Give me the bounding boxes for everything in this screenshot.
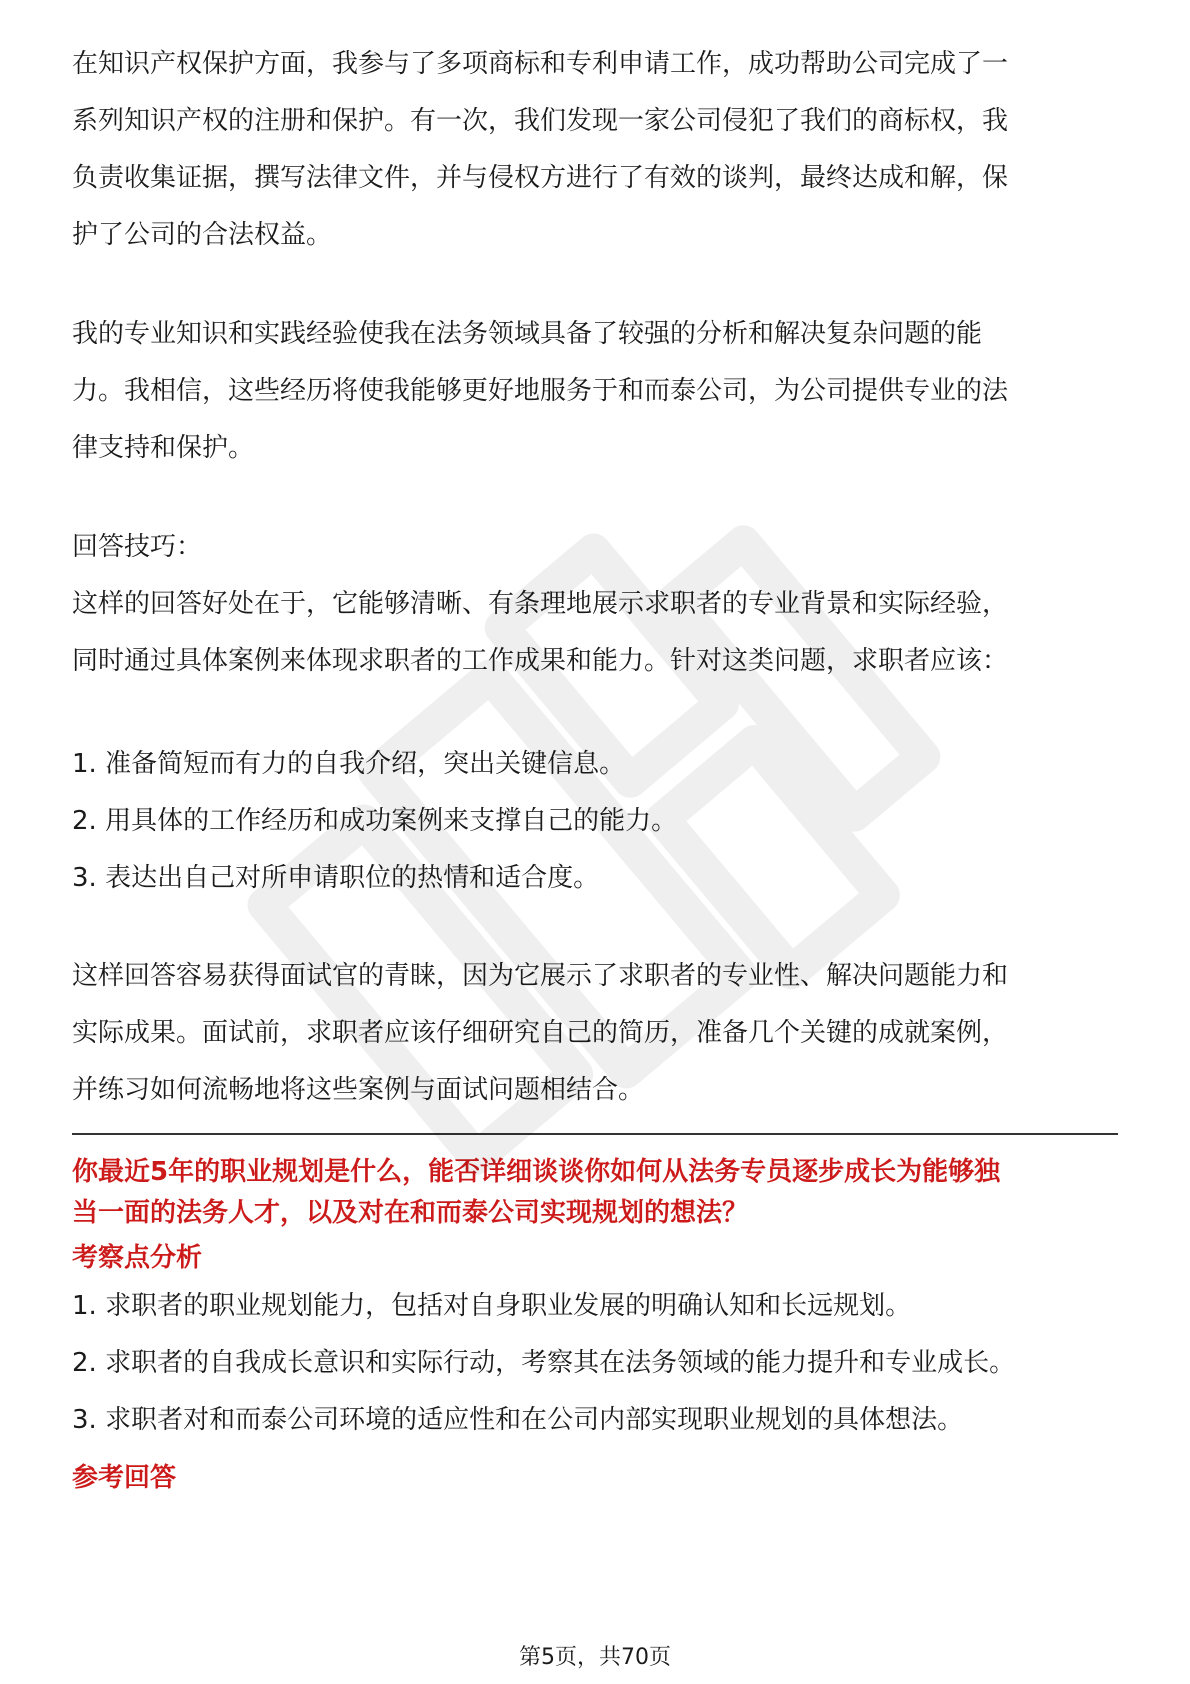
text-line: 力。我相信，这些经历将使我能够更好地服务于和而泰公司，为公司提供专业的法	[72, 376, 1009, 406]
text-line: 在知识产权保护方面，我参与了多项商标和专利申请工作，成功帮助公司完成了一	[72, 49, 1009, 79]
question-line: 你最近5年的职业规划是什么，能否详细谈谈你如何从法务专员逐步成长为能够独	[72, 1157, 1001, 1187]
text-line: 这样回答容易获得面试官的青睐，因为它展示了求职者的专业性、解决问题能力和	[72, 961, 1009, 991]
tips-title: 回答技巧：	[72, 532, 203, 562]
text-line: 我的专业知识和实践经验使我在法务领域具备了较强的分析和解决复杂问题的能	[72, 319, 983, 349]
interview-question	[72, 1152, 1118, 1234]
list-item: 2. 用具体的工作经历和成功案例来支撑自己的能力。	[72, 806, 678, 836]
text-line: 并练习如何流畅地将这些案例与面试问题相结合。	[72, 1075, 645, 1105]
text-line: 实际成果。面试前，求职者应该仔细研究自己的简历，准备几个关键的成就案例，	[72, 1018, 1009, 1048]
answer-tips	[72, 519, 1118, 690]
paragraph-expertise	[72, 306, 1118, 477]
section-divider	[72, 1133, 1118, 1135]
list-item: 3. 求职者对和而泰公司环境的适应性和在公司内部实现职业规划的具体想法。	[72, 1405, 964, 1435]
analysis-heading: 考察点分析	[72, 1243, 203, 1273]
paragraph-ip-protection	[72, 36, 1118, 264]
document-page	[72, 0, 1118, 1684]
list-item: 3. 表达出自己对所申请职位的热情和适合度。	[72, 863, 600, 893]
text-line: 负责收集证据，撰写法律文件，并与侵权方进行了有效的谈判，最终达成和解，保	[72, 163, 1009, 193]
list-item: 1. 求职者的职业规划能力，包括对自身职业发展的明确认知和长远规划。	[72, 1291, 912, 1321]
text-line: 护了公司的合法权益。	[72, 220, 333, 250]
list-item: 1. 准备简短而有力的自我介绍，突出关键信息。	[72, 749, 626, 779]
text-line: 这样的回答好处在于，它能够清晰、有条理地展示求职者的专业背景和实际经验，	[72, 589, 1009, 619]
paragraph-summary	[72, 948, 1118, 1119]
page-number: 第5页，共70页	[519, 1645, 671, 1670]
tips-list	[72, 736, 1118, 907]
text-line: 律支持和保护。	[72, 433, 255, 463]
reference-answer-heading: 参考回答	[72, 1463, 177, 1493]
text-line: 系列知识产权的注册和保护。有一次，我们发现一家公司侵犯了我们的商标权，我	[72, 106, 1009, 136]
list-item: 2. 求职者的自我成长意识和实际行动，考察其在法务领域的能力提升和专业成长。	[72, 1348, 1016, 1378]
question-line: 当一面的法务人才，以及对在和而泰公司实现规划的想法？	[72, 1198, 749, 1228]
text-line: 同时通过具体案例来体现求职者的工作成果和能力。针对这类问题，求职者应该：	[72, 646, 1009, 676]
analysis-list	[72, 1278, 1118, 1449]
